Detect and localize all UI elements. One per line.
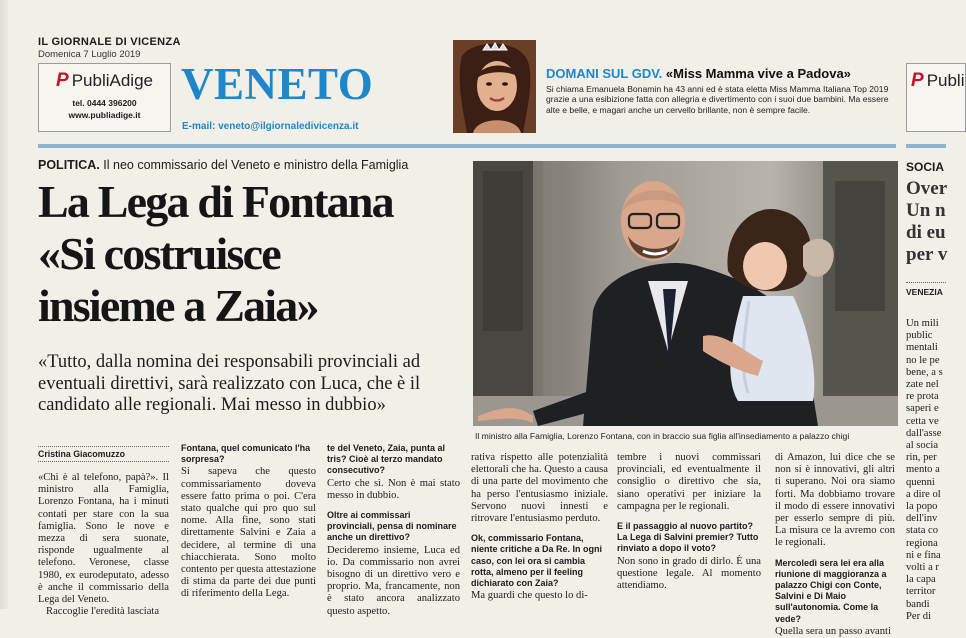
publiadige-logo-text-right: Publi (926, 71, 965, 90)
article-headline (38, 176, 468, 332)
side-body-line: dall'asse (906, 427, 942, 439)
side-body-line: Per di (906, 610, 932, 622)
column-4-text: rativa rispetto alle potenzialità elettorali che ha. Questo a causa di una parte del movimento che ha perso l'entusiasmo iniziale. Servono nuovi innesti e ritrovare l'entusiasmo perduto. (471, 452, 608, 525)
side-body-line: la popo (906, 501, 938, 513)
publiadige-web[interactable]: www.publiadige.it (68, 110, 141, 120)
masthead (38, 36, 181, 60)
side-article-section: SOCIA (906, 160, 945, 174)
header-rule (38, 144, 896, 148)
side-body-line: rin, per (906, 452, 937, 464)
article-column-2 (181, 441, 316, 601)
column-3-question-1: te del Veneto, Zaia, punta al tris? Cioè al terzo mandato consecutivo? (327, 443, 446, 476)
promo-kicker: DOMANI SUL GDV. (546, 66, 663, 81)
article-kicker-text: Il neo commissario del Veneto e ministro della Famiglia (99, 158, 409, 172)
side-body-line: a dire ol (906, 488, 941, 500)
header-rule-right (906, 144, 946, 148)
side-body-line: re prota (906, 391, 939, 403)
paper-date: Domenica 7 Luglio 2019 (38, 49, 141, 60)
column-5-answer: Non sono in grado di dirlo. È una questione legale. Al momento attendiamo. (617, 555, 761, 592)
headline-line-2: «Si costruisce (38, 228, 280, 279)
side-body-line: mento a (906, 464, 940, 476)
page-gutter-shadow (0, 0, 10, 609)
section-title: VENETO (181, 59, 374, 109)
column-2-question: Fontana, quel comunicato l'ha sorpresa? (181, 443, 311, 465)
column-1-tail: Raccoglie l'eredità lasciata (46, 606, 160, 618)
fontana-with-daughter-image (473, 161, 898, 426)
promo-headline (546, 66, 898, 81)
promo-body: Si chiama Emanuela Bonamin ha 43 anni ed è stata eletta Miss Mamma Italiana Top 2019 grazie a una esibizione fatta con allegria e divertimento con i suoi due bambini. Ma essere alte e belle, e magari anche un cervello brillante, non è sempre facile. (546, 84, 889, 115)
column-4-question: Ok, commissario Fontana, niente critiche a Da Re. In ogni caso, con lei ora si cambia rotta, almeno per il feeling dichiarato con Zaia? (471, 533, 603, 589)
photo-caption: Il ministro alla Famiglia, Lorenzo Fontana, con in braccio sua figlia all'insediamento a palazzo chigi (475, 431, 850, 441)
publiadige-logo-text: PubliAdige (71, 71, 153, 90)
byline-rule-top (38, 446, 169, 447)
side-body-line: territor (906, 586, 936, 598)
publiadige-tel: tel. 0444 396200 (72, 98, 137, 108)
side-body-line: Un mili (906, 318, 939, 329)
side-body-line: mentali (906, 342, 938, 354)
side-headline-line-4: per v (906, 244, 948, 265)
side-body-line: quenni (906, 476, 935, 488)
article-photo (473, 161, 898, 426)
article-kicker-keyword: POLITICA. (38, 158, 100, 172)
section-email[interactable]: E-mail: veneto@ilgiornaledivicenza.it (182, 121, 359, 132)
side-body-line: bandi (906, 598, 930, 610)
side-body-line: public (906, 330, 933, 342)
column-4-answer: Ma guardi che questo lo di- (471, 590, 588, 602)
publiadige-ad-right[interactable] (906, 63, 966, 132)
side-body-line: zate nel (906, 379, 939, 391)
publiadige-logo-icon: P (56, 70, 69, 91)
column-6-text: di Amazon, lui dice che se non si è innovativi, gli altri ti superano. Noi ora siamo forti. Ma dobbiamo trovare il modo di essere innovativi per esserlo sempre di più. La misura ce la avremo con le regionali. (775, 452, 895, 549)
column-5-question: E il passaggio al nuovo partito? La Lega di Salvini premier? Tutto rinviato a dopo il voto? (617, 521, 759, 554)
article-column-5 (617, 452, 761, 592)
side-body-line: regiona (906, 537, 938, 549)
side-body-line: al socia (906, 440, 939, 452)
side-article-body (906, 318, 946, 623)
column-3-question-2: Oltre ai commissari provinciali, pensa di nominare anche un direttivo? (327, 510, 457, 543)
side-body-line: saperi e (906, 403, 939, 415)
column-6-question: Mercoledì sera lei era alla riunione di maggioranza a palazzo Chigi con Conte, Salvini e Di Maio sull'autonomia. Come la vede? (775, 557, 887, 624)
promo-photo (453, 40, 536, 133)
article-column-4 (471, 452, 608, 602)
publiadige-logo-icon-right: P (911, 70, 924, 91)
article-kicker (38, 158, 408, 172)
side-headline-line-2: Un n (906, 200, 946, 221)
side-article-byline: VENEZIA (906, 287, 943, 297)
side-body-line: cetta ve (906, 415, 939, 427)
column-2-answer: Si sapeva che questo commissariamento doveva essere fatto prima o poi. C'era stato qualche qui pro quo sul nome. Alla fine, sono stati direttamente Salvini e Zaia a decidere, al termine di una chiacchierata. Sono molto contento per questa attestazione di stima da parte dei due punti di riferimento della Lega. (181, 466, 317, 600)
side-byline-rule (906, 282, 946, 283)
side-body-line: no le pe (906, 354, 940, 366)
publiadige-ad[interactable] (38, 63, 171, 132)
column-6-answer: Quella sera un passo avanti (775, 625, 891, 637)
side-article-headline (906, 178, 947, 266)
headline-line-3: insieme a Zaia» (38, 280, 318, 331)
side-body-line: dell'inv (906, 513, 938, 525)
promo-teaser[interactable] (546, 66, 898, 115)
article-column-6 (775, 452, 895, 638)
side-body-line: stata co (906, 525, 939, 537)
article-column-3 (327, 441, 460, 618)
column-3-answer-1: Certo che sì. Non è mai stato messo in dubbio. (327, 477, 460, 501)
article-column-1 (38, 472, 169, 618)
promo-title: «Miss Mamma vive a Padova» (665, 66, 851, 81)
side-body-line: la capa (906, 574, 936, 586)
headline-line-1: La Lega di Fontana (38, 176, 393, 227)
article-subhead: «Tutto, dalla nomina dei responsabili provinciali ad eventuali direttivi, sarà realizzato con Luca, che è il candidato alle regionali. Mai messo in dubbio» (38, 352, 421, 415)
publiadige-logo (39, 70, 170, 92)
column-1-text: «Chi è al telefono, papà?». Il ministro alla Famiglia, Lorenzo Fontana, ha i minuti contati per stare con la sua famiglia. Sono le nove e mezza di sera suonate, risponde ugualmente al telefono. Veronese, classe 1980, ex eurodeputato, adesso è anche il commissario della Lega del Veneto. (38, 472, 169, 606)
side-headline-line-1: Over (906, 178, 948, 199)
byline-rule-bottom (38, 461, 169, 462)
side-body-line: ni e fina (906, 549, 941, 561)
publiadige-logo-right (907, 70, 965, 92)
side-headline-line-3: di eu (906, 222, 946, 243)
promo-portrait-image (453, 40, 536, 133)
column-5-text: tembre i nuovi commissari provinciali, ed eventualmente il consiglio o direttivo che sia, siano operativi per iniziare la campagna per le regionali. (617, 452, 761, 512)
side-body-line: volti a r (906, 562, 939, 574)
paper-name: IL GIORNALE DI VICENZA (38, 36, 181, 48)
side-body-line: bene, a s (906, 366, 943, 378)
article-byline: Cristina Giacomuzzo (38, 449, 126, 459)
column-3-answer-2: Decideremo insieme, Luca ed io. Da commissario non avrei bisogno di un direttivo vero e proprio. Ma, francamente, non è stato ancora analizzato questo aspetto. (327, 544, 460, 617)
